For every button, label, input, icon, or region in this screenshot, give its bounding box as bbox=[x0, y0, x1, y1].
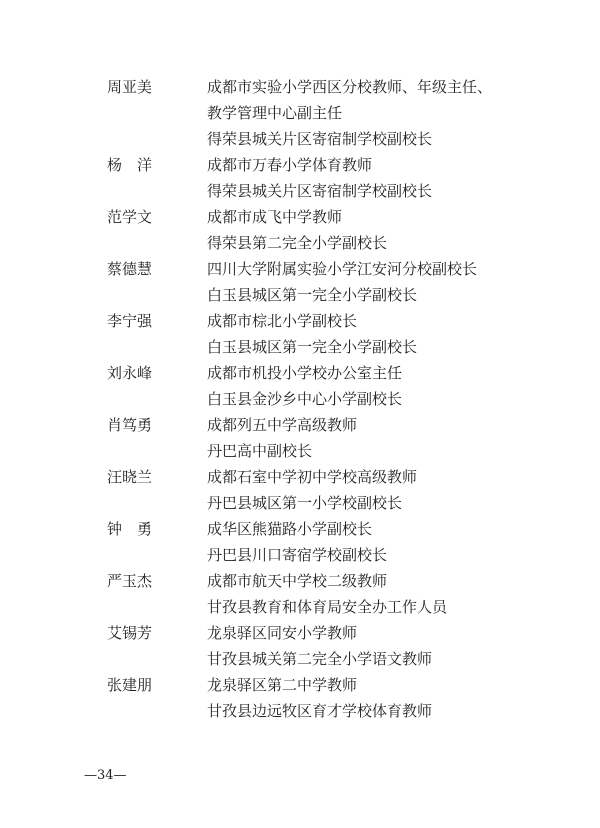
personnel-list bbox=[107, 74, 567, 724]
position-line: 成都石室中学初中学校高级教师 bbox=[207, 468, 418, 486]
position-lines bbox=[207, 256, 567, 308]
page-number: —34— bbox=[84, 768, 127, 783]
list-item bbox=[107, 516, 567, 568]
list-item bbox=[107, 464, 567, 516]
person-name: 汪晓兰 bbox=[107, 468, 153, 486]
position-line: 白玉县城区第一完全小学副校长 bbox=[207, 286, 418, 304]
position-lines bbox=[207, 464, 567, 516]
person-name: 肖笃勇 bbox=[107, 416, 153, 434]
position-line: 丹巴县川口寄宿学校副校长 bbox=[207, 546, 388, 564]
position-line: 丹巴县城区第一小学校副校长 bbox=[207, 494, 403, 512]
position-line: 教学管理中心副主任 bbox=[207, 104, 343, 122]
position-line: 成都市实验小学西区分校教师、年级主任、 bbox=[207, 78, 493, 96]
position-lines bbox=[207, 568, 567, 620]
list-item bbox=[107, 672, 567, 724]
position-line: 得荣县城关片区寄宿制学校副校长 bbox=[207, 130, 433, 148]
position-line: 甘孜县边远牧区育才学校体育教师 bbox=[207, 702, 433, 720]
person-name: 范学文 bbox=[107, 208, 153, 226]
person-name: 严玉杰 bbox=[107, 572, 153, 590]
position-lines bbox=[207, 620, 567, 672]
position-lines bbox=[207, 672, 567, 724]
list-item bbox=[107, 308, 567, 360]
list-item bbox=[107, 152, 567, 204]
person-name: 蔡德慧 bbox=[107, 260, 153, 278]
position-line: 成都市棕北小学副校长 bbox=[207, 312, 358, 330]
person-name: 刘永峰 bbox=[107, 364, 153, 382]
position-line: 四川大学附属实验小学江安河分校副校长 bbox=[207, 260, 478, 278]
position-line: 龙泉驿区同安小学教师 bbox=[207, 624, 358, 642]
position-line: 成都市航天中学校二级教师 bbox=[207, 572, 388, 590]
person-name: 艾锡芳 bbox=[107, 624, 153, 642]
position-line: 甘孜县教育和体育局安全办工作人员 bbox=[207, 598, 448, 616]
person-name: 李宁强 bbox=[107, 312, 153, 330]
position-line: 成华区熊猫路小学副校长 bbox=[207, 520, 373, 538]
position-line: 成都列五中学高级教师 bbox=[207, 416, 358, 434]
list-item bbox=[107, 74, 567, 152]
position-line: 得荣县城关片区寄宿制学校副校长 bbox=[207, 182, 433, 200]
position-line: 得荣县第二完全小学副校长 bbox=[207, 234, 388, 252]
position-line: 成都市机投小学校办公室主任 bbox=[207, 364, 403, 382]
position-lines bbox=[207, 308, 567, 360]
person-name: 张建朋 bbox=[107, 676, 153, 694]
position-lines bbox=[207, 152, 567, 204]
position-lines bbox=[207, 74, 567, 152]
list-item bbox=[107, 204, 567, 256]
position-line: 成都市万春小学体育教师 bbox=[207, 156, 373, 174]
position-lines bbox=[207, 412, 567, 464]
position-line: 白玉县金沙乡中心小学副校长 bbox=[207, 390, 403, 408]
list-item bbox=[107, 360, 567, 412]
list-item bbox=[107, 256, 567, 308]
person-name: 钟 勇 bbox=[107, 520, 153, 538]
position-line: 成都市成飞中学教师 bbox=[207, 208, 343, 226]
position-lines bbox=[207, 360, 567, 412]
list-item bbox=[107, 568, 567, 620]
position-line: 龙泉驿区第二中学教师 bbox=[207, 676, 358, 694]
position-line: 甘孜县城关第二完全小学语文教师 bbox=[207, 650, 433, 668]
position-line: 丹巴高中副校长 bbox=[207, 442, 313, 460]
position-lines bbox=[207, 204, 567, 256]
position-lines bbox=[207, 516, 567, 568]
list-item bbox=[107, 620, 567, 672]
list-item bbox=[107, 412, 567, 464]
position-line: 白玉县城区第一完全小学副校长 bbox=[207, 338, 418, 356]
person-name: 周亚美 bbox=[107, 78, 153, 96]
person-name: 杨 洋 bbox=[107, 156, 153, 174]
